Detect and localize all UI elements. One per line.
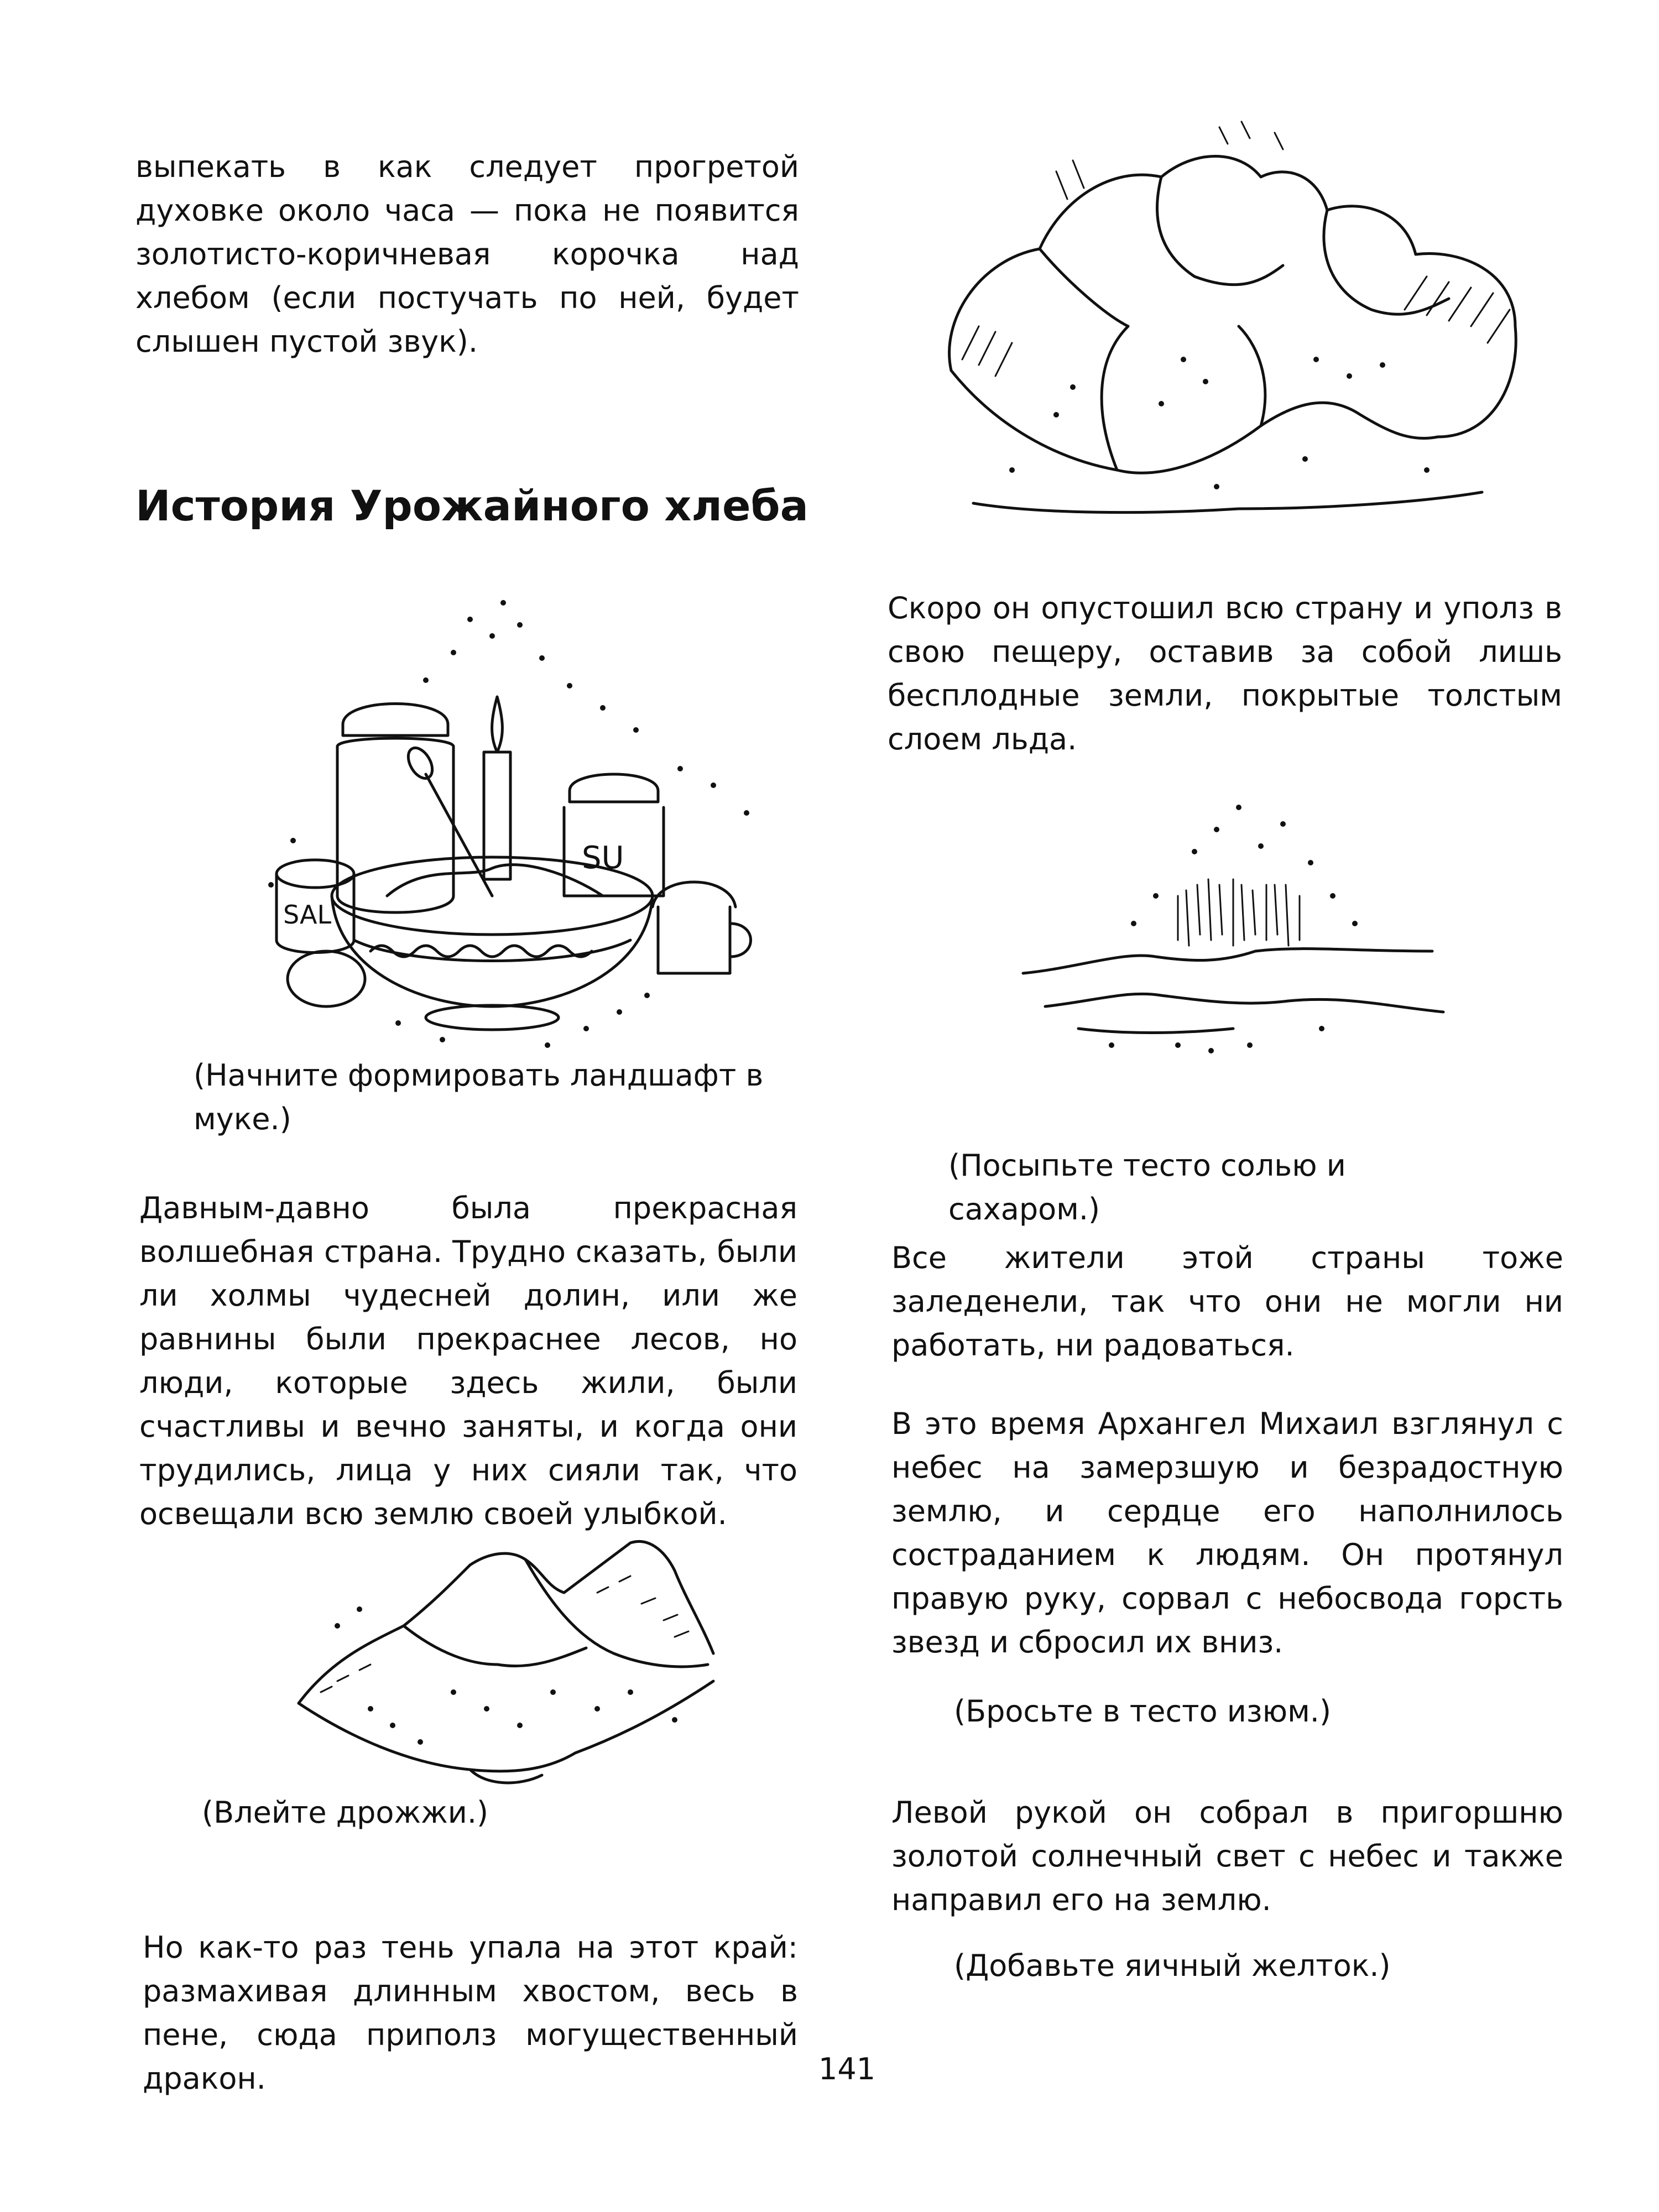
- hills-illustration: [288, 1526, 719, 1792]
- caption-salt-sugar: (Посыпьте тесто солью и сахаром.): [948, 1148, 1346, 1227]
- paragraph-once-upon: Давным-давно была прекрасная волшебная страна. Трудно сказать, были ли холмы чудесней долин, или же равнины были прекраснее лесов, но люди, которые здесь жили, были счастливы и вечно заняты, и когда они трудились, лица у них сияли так, что освещали всю землю своей улыбкой.: [139, 1191, 797, 1531]
- page-number: 141: [818, 2052, 876, 2086]
- caption-landscape: (Начните формировать ландшафт в муке.): [194, 1058, 764, 1136]
- paragraph-devastated: Скоро он опустошил всю страну и уполз в свою пещеру, оставив за собой лишь бесплодные земли, покрытые толстым слоем льда.: [888, 591, 1562, 757]
- section-title: История Урожайного хлеба: [135, 481, 808, 530]
- paragraph-sunlight: Левой рукой он собрал в пригоршню золотой солнечный свет с небес и также направил его на землю.: [891, 1795, 1563, 1917]
- mixing-bowl-illustration: [260, 586, 791, 1051]
- cave-rocks-illustration: [929, 127, 1548, 536]
- caption-egg-yolk: (Добавьте яичный желток.): [954, 1948, 1391, 1983]
- intro-paragraph: выпекать в как следует прогретой духовке около часа — пока не появится золотисто-коричневая корочка над хлебом (если постучать по ней, будет слышен пустой звук).: [135, 149, 799, 359]
- frozen-land-illustration: [1012, 785, 1454, 1095]
- caption-raisins: (Бросьте в тесто изюм.): [954, 1694, 1332, 1729]
- paragraph-archangel: В это время Архангел Михаил взглянул с небес на замерзшую и безрадостную землю, и сердце его наполнилось состраданием к людям. Он протянул правую руку, сорвал с небосвода горсть звезд и сбросил их вниз.: [891, 1406, 1563, 1660]
- caption-yeast: (Влейте дрожжи.): [202, 1795, 489, 1830]
- paragraph-frozen-people: Все жители этой страны тоже заледенели, так что они не могли ни работать, ни радоваться.: [891, 1240, 1563, 1363]
- jar-label-su: SU: [582, 840, 624, 876]
- pot-label-sal: SAL: [283, 900, 332, 930]
- paragraph-dragon: Но как-то раз тень упала на этот край: размахивая длинным хвостом, весь в пене, сюда приполз могущественный дракон.: [143, 1930, 798, 2096]
